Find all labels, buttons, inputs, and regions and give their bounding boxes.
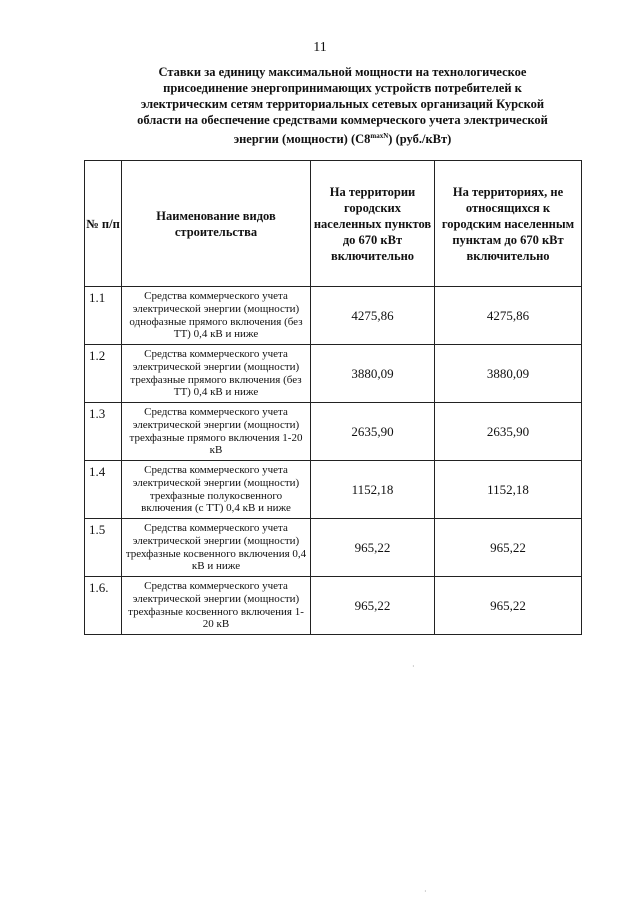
- row-num: 1.4: [85, 461, 122, 519]
- page-number: 11: [313, 40, 327, 55]
- scan-mark: ·: [412, 662, 415, 671]
- row-rural-value: 1152,18: [435, 461, 582, 519]
- title-superscript: maxN: [370, 132, 389, 140]
- row-rural-value: 4275,86: [435, 287, 582, 345]
- scan-mark: ·: [424, 887, 427, 896]
- row-name: Средства коммерческого учета электрической энергии (мощности) трехфазные косвенного включения 0,4 кВ и ниже: [122, 519, 311, 577]
- row-num: 1.5: [85, 519, 122, 577]
- row-urban-value: 1152,18: [311, 461, 435, 519]
- row-num: 1.1: [85, 287, 122, 345]
- row-num: 1.6.: [85, 577, 122, 635]
- row-rural-value: 965,22: [435, 577, 582, 635]
- table-header-row: [85, 161, 582, 287]
- row-urban-value: 4275,86: [311, 287, 435, 345]
- table-row: [85, 461, 582, 519]
- row-urban-value: 2635,90: [311, 403, 435, 461]
- table-row: [85, 403, 582, 461]
- table-row: [85, 287, 582, 345]
- row-rural-value: 965,22: [435, 519, 582, 577]
- row-name: Средства коммерческого учета электрической энергии (мощности) однофазные прямого включения (без ТТ) 0,4 кВ и ниже: [122, 287, 311, 345]
- row-name: Средства коммерческого учета электрической энергии (мощности) трехфазные косвенного включения 1-20 кВ: [122, 577, 311, 635]
- row-rural-value: 3880,09: [435, 345, 582, 403]
- row-rural-value: 2635,90: [435, 403, 582, 461]
- document-title: [120, 64, 565, 147]
- title-suffix: ) (руб./кВт): [388, 132, 452, 147]
- row-name: Средства коммерческого учета электрической энергии (мощности) трехфазные прямого включения (без ТТ) 0,4 кВ и ниже: [122, 345, 311, 403]
- header-urban: На территории городских населенных пунктов до 670 кВт включительно: [311, 161, 435, 287]
- row-name: Средства коммерческого учета электрической энергии (мощности) трехфазные полукосвенного включения (с ТТ) 0,4 кВ и ниже: [122, 461, 311, 519]
- header-num: № п/п: [85, 161, 122, 287]
- row-urban-value: 965,22: [311, 577, 435, 635]
- rates-table: [84, 160, 582, 635]
- header-name: Наименование видов строительства: [122, 161, 311, 287]
- table-row: [85, 519, 582, 577]
- table-row: [85, 345, 582, 403]
- row-num: 1.2: [85, 345, 122, 403]
- row-urban-value: 965,22: [311, 519, 435, 577]
- table-row: [85, 577, 582, 635]
- row-urban-value: 3880,09: [311, 345, 435, 403]
- header-rural: На территориях, не относящихся к городским населенным пунктам до 670 кВт включительно: [435, 161, 582, 287]
- row-num: 1.3: [85, 403, 122, 461]
- title-text: Ставки за единицу максимальной мощности на технологическое присоединение энергопринимающих устройств потребителей к электрическим сетям территориальных сетевых организаций Курской области на обеспечение средствами коммерческого учета электрической энергии (мощности) (С8: [137, 65, 548, 147]
- row-name: Средства коммерческого учета электрической энергии (мощности) трехфазные прямого включения 1-20 кВ: [122, 403, 311, 461]
